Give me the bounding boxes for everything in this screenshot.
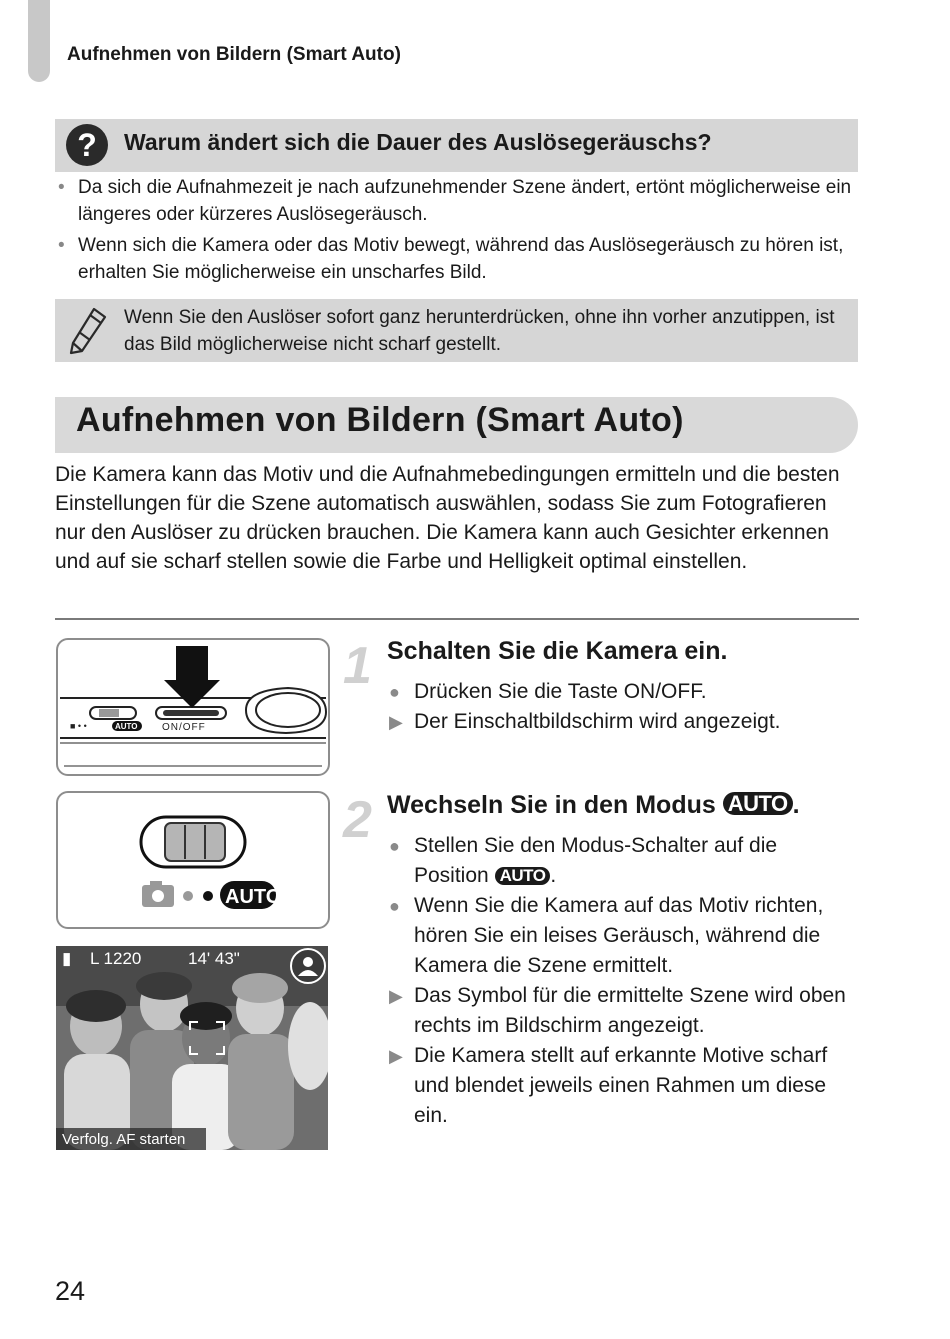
camera-top-drawing: [58, 640, 328, 774]
auto-mode-icon: AUTO: [723, 792, 793, 815]
result-arrow-icon: ▶: [389, 712, 403, 732]
list-item: ● Wenn Sie die Kamera auf das Motiv richten, hören Sie ein leises Geräusch, während die Kamera die Szene ermittelt.: [387, 891, 857, 981]
list-item: ● Drücken Sie die Taste ON/OFF.: [387, 677, 857, 707]
pencil-icon: [68, 306, 108, 356]
step-number: 1: [343, 637, 372, 695]
bullet-circle-icon: ●: [389, 682, 400, 702]
camera-top-illustration: [56, 638, 330, 776]
question-mark-icon: ?: [66, 124, 108, 166]
divider: [55, 618, 859, 620]
scene-drawing: [56, 946, 328, 1150]
hud-resolution: L 1220: [90, 949, 142, 968]
list-item: ▶ Die Kamera stellt auf erkannte Motive scharf und blendet jeweils einen Rahmen um diese ein.: [387, 1041, 857, 1131]
bullet-circle-icon: ●: [389, 836, 400, 856]
step-title: Schalten Sie die Kamera ein.: [387, 637, 728, 665]
mode-switch-illustration: [56, 791, 330, 929]
running-head: Aufnehmen von Bildern (Smart Auto): [67, 44, 401, 65]
result-arrow-icon: ▶: [389, 1046, 403, 1066]
camera-screen-photo: [56, 946, 328, 1150]
auto-mode-icon: AUTO: [495, 867, 551, 885]
bullet-dot-icon: •: [58, 177, 65, 198]
note-text: Wenn Sie den Auslöser sofort ganz herunterdrücken, ohne ihn vorher anzutippen, ist das Bild möglicherweise nicht scharf gestellt.: [124, 307, 835, 355]
corner-tab: [28, 0, 50, 82]
intro-paragraph: Die Kamera kann das Motiv und die Aufnahmebedingungen ermitteln und die besten Einstellungen für die Szene automatisch auswählen, sodass Sie zum Fotografieren nur den Auslöser zu drücken brauchen. Die Kamera kann auch Gesichter erkennen und auf sie scharf stellen sowie die Farbe und Helligkeit optimal einstellen.: [55, 463, 840, 573]
section-title: Aufnehmen von Bildern (Smart Auto): [76, 401, 684, 439]
list-item: • Wenn sich die Kamera oder das Motiv bewegt, während das Auslösegeräusch zu hören ist, erhalten Sie möglicherweise ein unscharfes Bild.: [56, 232, 856, 286]
hud-af-label: Verfolg. AF starten: [62, 1131, 186, 1148]
svg-text:AUTO: AUTO: [115, 722, 138, 731]
svg-text:■ • •: ■ • •: [70, 721, 87, 731]
page-number: 24: [55, 1276, 86, 1306]
step-list: [387, 831, 857, 1131]
step-list: [387, 677, 857, 737]
list-item: • Da sich die Aufnahmezeit je nach aufzunehmender Szene ändert, ertönt möglicherweise ein längeres oder kürzeres Auslösegeräusch.: [56, 174, 856, 228]
question-title: Warum ändert sich die Dauer des Auslösegeräuschs?: [124, 129, 712, 155]
list-item: ▶ Das Symbol für die ermittelte Szene wird oben rechts im Bildschirm angezeigt.: [387, 981, 857, 1041]
bullet-circle-icon: ●: [389, 896, 400, 916]
question-bullets: [56, 174, 856, 290]
bullet-dot-icon: •: [58, 235, 65, 256]
list-item: ▶ Der Einschaltbildschirm wird angezeigt.: [387, 707, 857, 737]
svg-text:ON/OFF: ON/OFF: [162, 722, 206, 733]
list-item: ● Stellen Sie den Modus-Schalter auf die Position AUTO .: [387, 831, 857, 891]
hud-time: 14' 43": [188, 949, 240, 968]
step-number: 2: [343, 791, 372, 849]
step-title: Wechseln Sie in den Modus AUTO .: [387, 791, 800, 819]
svg-text:AUTO: AUTO: [225, 886, 282, 908]
battery-icon: ▮: [62, 949, 72, 968]
result-arrow-icon: ▶: [389, 986, 403, 1006]
mode-switch-drawing: [58, 793, 328, 927]
